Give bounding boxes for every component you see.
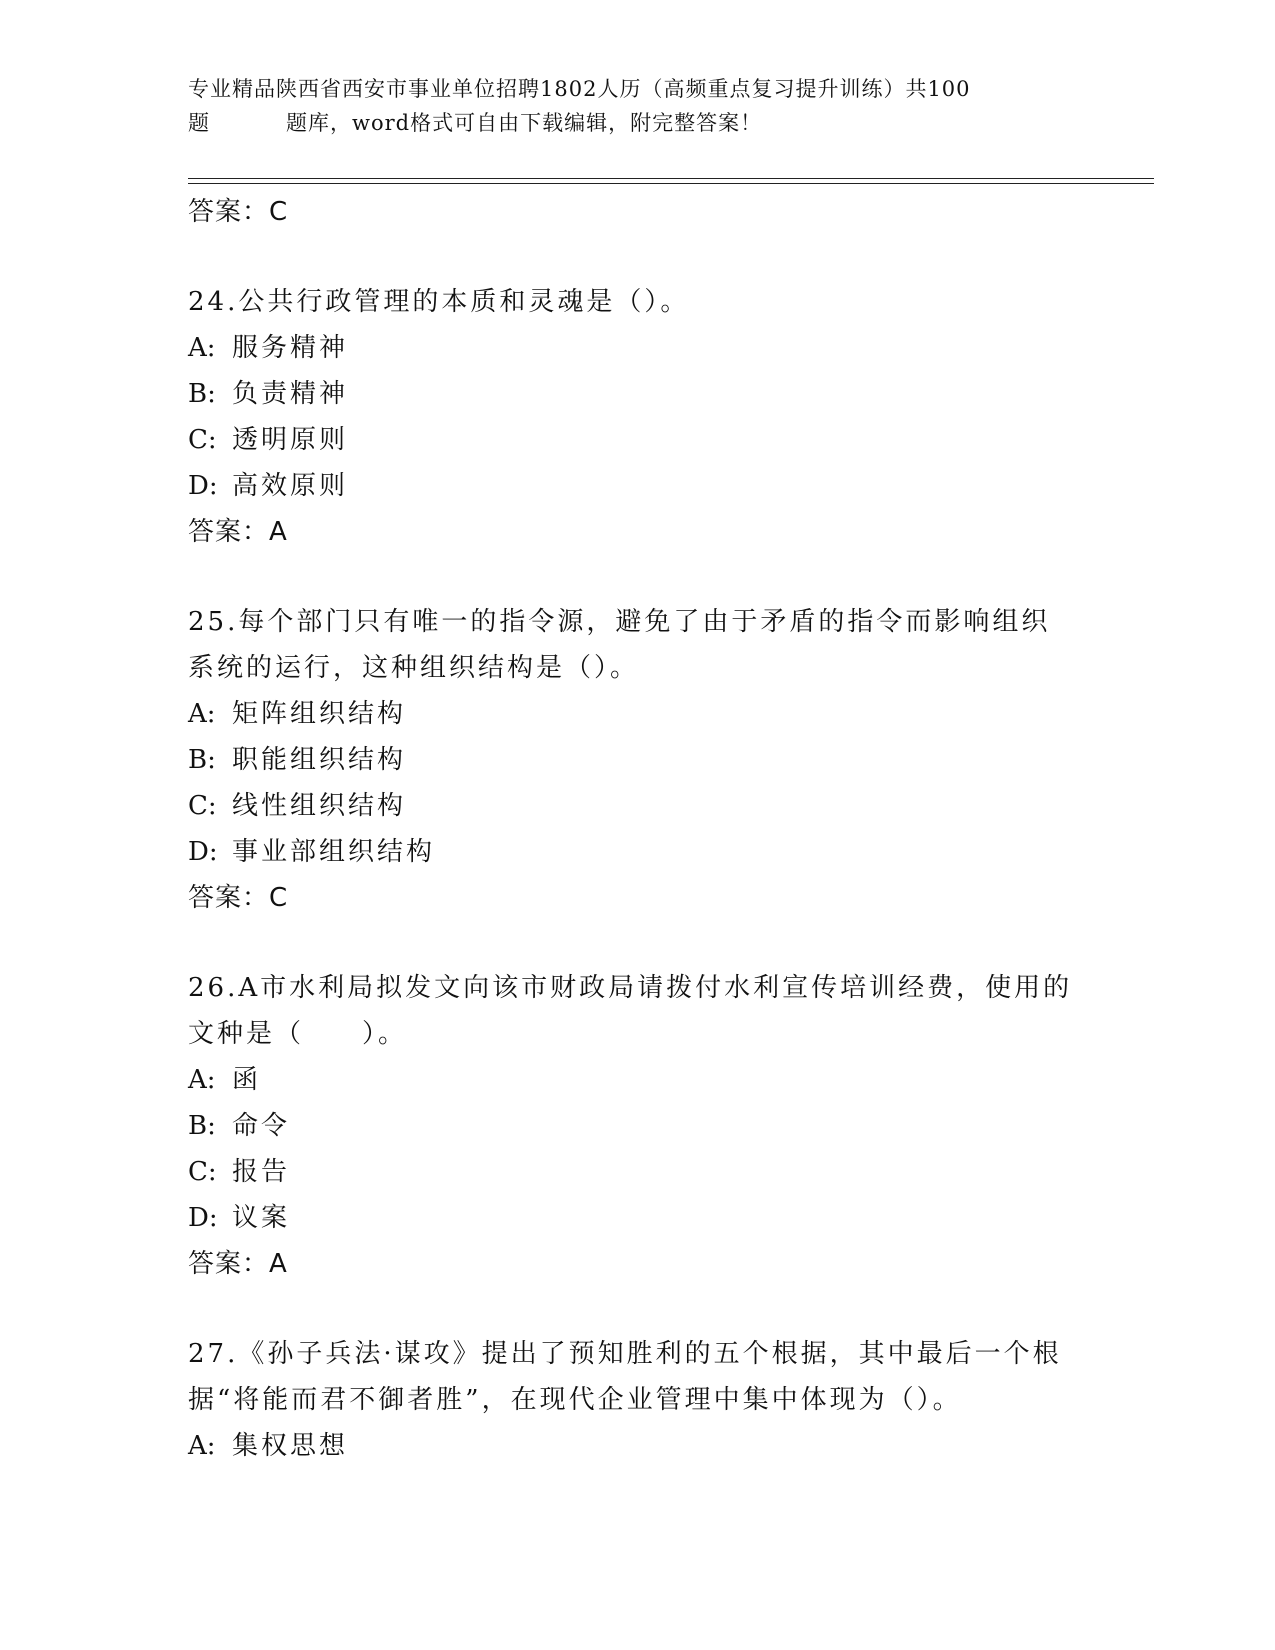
option-text: 透明原则 <box>232 425 349 455</box>
option-key: B: <box>188 379 216 409</box>
question-27 <box>188 1331 1088 1469</box>
option-text: 议案 <box>232 1203 291 1233</box>
option-key: C: <box>188 1157 217 1187</box>
option-text: 高效原则 <box>232 471 349 501</box>
option-key: D: <box>188 471 218 501</box>
option-key: B: <box>188 745 216 775</box>
option-text: 集权思想 <box>232 1431 349 1461</box>
option-key: B: <box>188 1111 216 1141</box>
header-line-1: 专业精品陕西省西安市事业单位招聘1802人历（高频重点复习提升训练）共100 <box>188 77 971 101</box>
answer-line: 答案：C <box>188 883 289 913</box>
question-text: 26.A市水利局拟发文向该市财政局请拨付水利宣传培训经费，使用的文种是（ ）。 <box>188 973 1073 1049</box>
document-header <box>188 72 1068 140</box>
option-key: C: <box>188 791 217 821</box>
question-text: 24.公共行政管理的本质和灵魂是（）。 <box>188 287 690 317</box>
option-key: A: <box>188 1065 216 1095</box>
option-d <box>188 1195 1088 1241</box>
question-25 <box>188 599 1088 921</box>
option-text: 服务精神 <box>232 333 349 363</box>
question-24 <box>188 279 1088 555</box>
option-d <box>188 463 1088 509</box>
option-key: D: <box>188 1203 218 1233</box>
header-line-2-text: 题库，word格式可自由下载编辑，附完整答案！ <box>286 111 763 135</box>
option-a <box>188 1423 1088 1469</box>
option-text: 职能组织结构 <box>232 745 407 775</box>
option-text: 事业部组织结构 <box>232 837 436 867</box>
question-text: 27.《孙子兵法·谋攻》提出了预知胜利的五个根据，其中最后一个根据“将能而君不御者胜”，在现代企业管理中集中体现为（）。 <box>188 1339 1062 1415</box>
header-line-2 <box>188 106 1068 140</box>
option-b <box>188 737 1088 783</box>
document-body <box>188 189 1088 1469</box>
header-divider-bottom <box>188 183 1154 184</box>
option-b <box>188 371 1088 417</box>
answer-line: 答案：A <box>188 1249 288 1279</box>
option-text: 矩阵组织结构 <box>232 699 407 729</box>
option-a <box>188 1057 1088 1103</box>
question-text: 25.每个部门只有唯一的指令源，避免了由于矛盾的指令而影响组织系统的运行，这种组织结构是（）。 <box>188 607 1051 683</box>
question-26 <box>188 965 1088 1287</box>
option-key: A: <box>188 1431 216 1461</box>
answer-line: 答案：A <box>188 517 288 547</box>
option-text: 报告 <box>232 1157 291 1187</box>
option-key: D: <box>188 837 218 867</box>
option-a <box>188 325 1088 371</box>
option-c <box>188 417 1088 463</box>
option-b <box>188 1103 1088 1149</box>
option-c <box>188 783 1088 829</box>
option-text: 线性组织结构 <box>232 791 407 821</box>
option-text: 函 <box>232 1065 262 1095</box>
header-divider-top <box>188 178 1154 179</box>
option-text: 负责精神 <box>232 379 349 409</box>
option-text: 命令 <box>232 1111 291 1141</box>
option-key: A: <box>188 699 216 729</box>
option-d <box>188 829 1088 875</box>
option-key: A: <box>188 333 216 363</box>
option-c <box>188 1149 1088 1195</box>
option-key: C: <box>188 425 217 455</box>
header-line-2-prefix: 题 <box>188 111 210 135</box>
answer-line: 答案：C <box>188 197 289 227</box>
option-a <box>188 691 1088 737</box>
